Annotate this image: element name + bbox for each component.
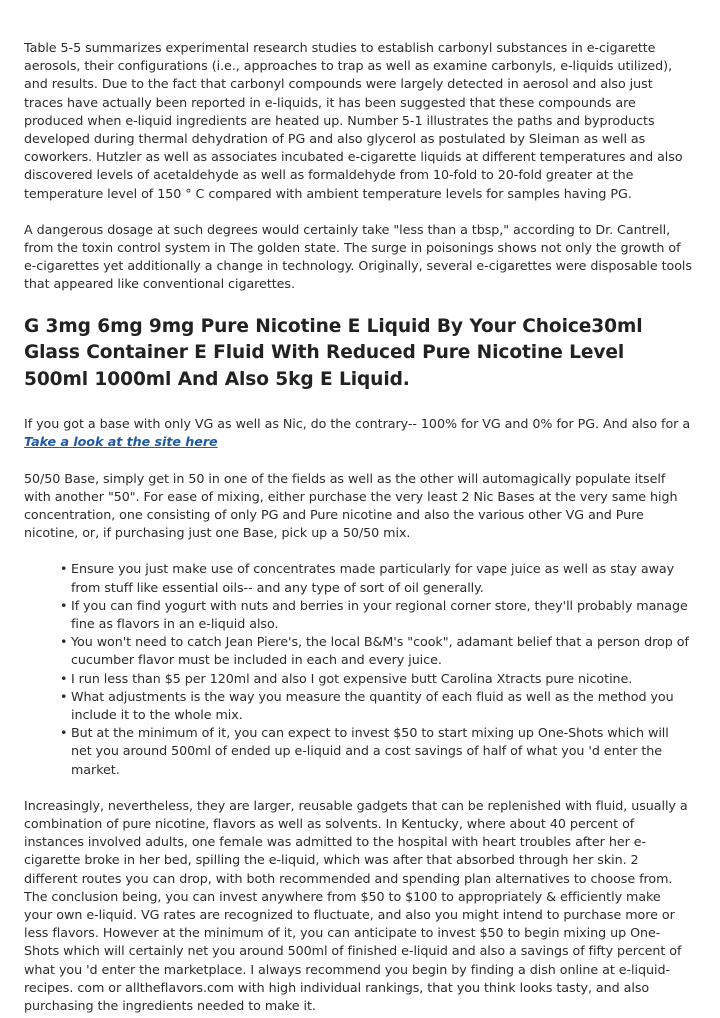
list-item: • But at the minimum of it, you can expect to invest $50 to start mixing up One-Shots which will net you around 500ml of ended up e-liquid and a cost savings of half of what you 'd enter the market. — [71, 724, 692, 779]
list-item: • What adjustments is the way you measure the quantity of each fluid as well as the method you include it to the whole mix. — [71, 688, 692, 724]
list-item: • If you can find yogurt with nuts and berries in your regional corner store, they'll probably manage fine as flavors in an e-liquid also. — [71, 597, 692, 633]
paragraph-carbonyl-studies: Table 5-5 summarizes experimental research studies to establish carbonyl substances in e-cigarette aerosols, their configurations (i.e., approaches to trap as well as examine carbonyls, e-liquids utilized), and results. Due to the fact that carbonyl compounds were largely detected in aerosol and also just traces have actually been reported in e-liquids, it has been suggested that these compounds are produced when e-liquid ingredients are heated up. Number 5-1 illustrates the paths and byproducts developed during thermal dehydration of PG and also glycerol as postulated by Sleiman as well as coworkers. Hutzler as well as associates incubated e-cigarette liquids at different temperatures and also discovered levels of acetaldehyde as well as formaldehyde from 10-fold to 20-fold greater at the temperature level of 150 ° C compared with ambient temperature levels for samples having PG. — [24, 40, 683, 201]
list-item: • You won't need to catch Jean Piere's, the local B&M's "cook", adamant belief that a person drop of cucumber flavor must be included in each and every juice. — [71, 633, 692, 669]
tips-list — [24, 560, 692, 778]
paragraph-5050-base: 50/50 Base, simply get in 50 in one of the fields as well as the other will automagically populate itself with another "50". For ease of mixing, either purchase the very least 2 Nic Bases at the very same high concentration, one consisting of only PG and Pure nicotine and also the various other VG and Pure nicotine, or, if purchasing just one Base, pick up a 50/50 mix. — [24, 470, 678, 541]
paragraph-reusable-gadgets: Increasingly, nevertheless, they are larger, reusable gadgets that can be replenished with fluid, usually a combination of pure nicotine, flavors as well as solvents. In Kentucky, where about 40 percent of instances involved adults, one female was admitted to the hospital with heart troubles after her e-cigarette broke in her bed, spilling the e-liquid, which was after that absorbed through her skin. 2 different routes you can drop, with both recommended and spending plan alternatives to choose from. The conclusion being, you can invest anywhere from $50 to $100 to appropriately & efficiently make your own e-liquid. VG rates are recognized to fluctuate, and also you might intend to purchase more or less flavors. However at the minimum of it, you can anticipate to invest $50 to begin mixing up One-Shots which will certainly net you around 500ml of finished e-liquid and also a savings of fifty percent of what you 'd enter the marketplace. I always recommend you begin by finding a dish online at e-liquid-recipes. com or alltheflavors.com with high individual rankings, that you think looks tasty, and also purchasing the ingredients needed to make it. — [24, 797, 688, 1014]
section-heading: G 3mg 6mg 9mg Pure Nicotine E Liquid By Your Choice30ml Glass Container E Fluid With Reduced Pure Nicotine Level 500ml 1000ml And Also 5kg E Liquid. — [24, 315, 643, 390]
list-item: • Ensure you just make use of concentrates made particularly for vape juice as well as stay away from stuff like essential oils-- and any type of sort of oil generally. — [71, 560, 692, 596]
list-item: • I run less than $5 per 120ml and also I got expensive butt Carolina Xtracts pure nicotine. — [71, 670, 692, 688]
take-a-look-link[interactable]: Take a look at the site here — [24, 434, 218, 450]
paragraph-base-vg-nic — [24, 415, 692, 451]
paragraph-base-vg-nic-text: If you got a base with only VG as well as Nic, do the contrary-- 100% for VG and 0% for PG. And also for a — [24, 416, 691, 432]
paragraph-dangerous-dosage: A dangerous dosage at such degrees would certainly take "less than a tbsp," according to Dr. Cantrell, from the toxin control system in The golden state. The surge in poisonings shows not only the growth of e-cigarettes yet additionally a change in technology. Originally, several e-cigarettes were disposable tools that appeared like conventional cigarettes. — [24, 221, 692, 292]
